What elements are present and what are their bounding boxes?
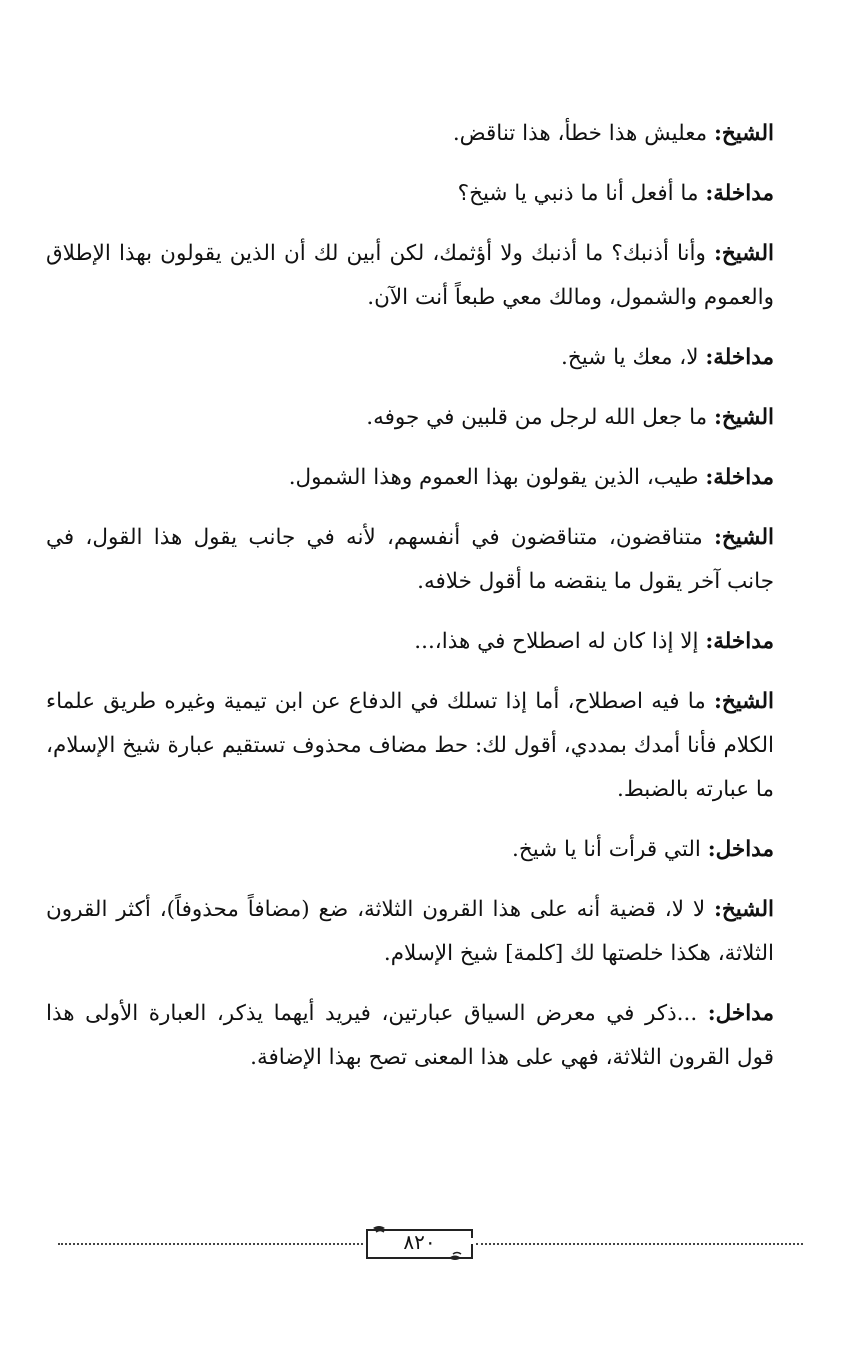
- speech-text: معليش هذا خطأ، هذا تناقض.: [452, 121, 714, 146]
- footer-dotted-rule-left: [58, 1243, 363, 1245]
- page-footer: [58, 1222, 803, 1266]
- dialogue-paragraph: [46, 516, 774, 604]
- dialogue-paragraph: [46, 336, 774, 380]
- speaker-label: مداخلة:: [705, 181, 774, 206]
- dialogue-paragraph: [46, 888, 774, 976]
- speaker-label: مداخل:: [707, 1001, 774, 1026]
- page-number: ٨٢٠: [403, 1230, 436, 1254]
- speaker-label: الشيخ:: [713, 689, 774, 714]
- speech-text: لا لا، قضية أنه على هذا القرون الثلاثة، ضع (مضافاً محذوفاً)، أكثر القرون الثلاثة، هكذا خلصتها لك [كلمة] شيخ الإسلام.: [46, 897, 774, 966]
- dialogue-paragraph: [46, 680, 774, 812]
- speech-text: ما فيه اصطلاح، أما إذا تسلك في الدفاع عن ابن تيمية وغيره طريق علماء الكلام فأنا أمدك بمددي، أقول لك: حط مضاف محذوف تستقيم عبارة شيخ الإسلام، ما عبارته بالضبط.: [46, 689, 774, 802]
- speaker-label: مداخل:: [707, 837, 774, 862]
- speaker-label: مداخلة:: [705, 465, 774, 490]
- speech-text: ...ذكر في معرض السياق عبارتين، فيريد أيهما يذكر، العبارة الأولى هذا قول القرون الثلاثة، فهي على هذا المعنى تصح بهذا الإضافة.: [46, 1001, 774, 1070]
- dialogue-paragraph: [46, 456, 774, 500]
- speech-text: التي قرأت أنا يا شيخ.: [511, 837, 708, 862]
- dialogue-paragraph: [46, 828, 774, 872]
- footer-dotted-rule-right: [476, 1243, 803, 1245]
- dialogue-paragraph: [46, 620, 774, 664]
- dialogue-paragraph: [46, 232, 774, 320]
- dialogue-paragraph: [46, 112, 774, 156]
- speech-text: لا، معك يا شيخ.: [561, 345, 706, 370]
- speech-text: إلا إذا كان له اصطلاح في هذا،...: [414, 629, 706, 654]
- speaker-label: الشيخ:: [713, 121, 774, 146]
- speech-text: متناقضون، متناقضون في أنفسهم، لأنه في جانب يقول هذا القول، في جانب آخر يقول ما ينقضه ما أقول خلافه.: [46, 525, 774, 594]
- speech-text: ما جعل الله لرجل من قلبين في جوفه.: [366, 405, 714, 430]
- page-body: [46, 112, 774, 1096]
- speech-text: طيب، الذين يقولون بهذا العموم وهذا الشمول.: [288, 465, 706, 490]
- speaker-label: الشيخ:: [713, 525, 774, 550]
- speech-text: وأنا أذنبك؟ ما أذنبك ولا أؤثمك، لكن أبين لك أن الذين يقولون بهذا الإطلاق والعموم والشمول، ومالك معي طبعاً أنت الآن.: [46, 241, 774, 310]
- speaker-label: مداخلة:: [705, 629, 774, 654]
- dialogue-paragraph: [46, 172, 774, 216]
- dialogue-paragraph: [46, 396, 774, 440]
- speaker-label: الشيخ:: [713, 241, 774, 266]
- speech-text: ما أفعل أنا ما ذنبي يا شيخ؟: [457, 181, 706, 206]
- page-number-frame: [363, 1224, 476, 1262]
- dialogue-paragraph: [46, 992, 774, 1080]
- speaker-label: مداخلة:: [705, 345, 774, 370]
- speaker-label: الشيخ:: [713, 405, 774, 430]
- speaker-label: الشيخ:: [713, 897, 774, 922]
